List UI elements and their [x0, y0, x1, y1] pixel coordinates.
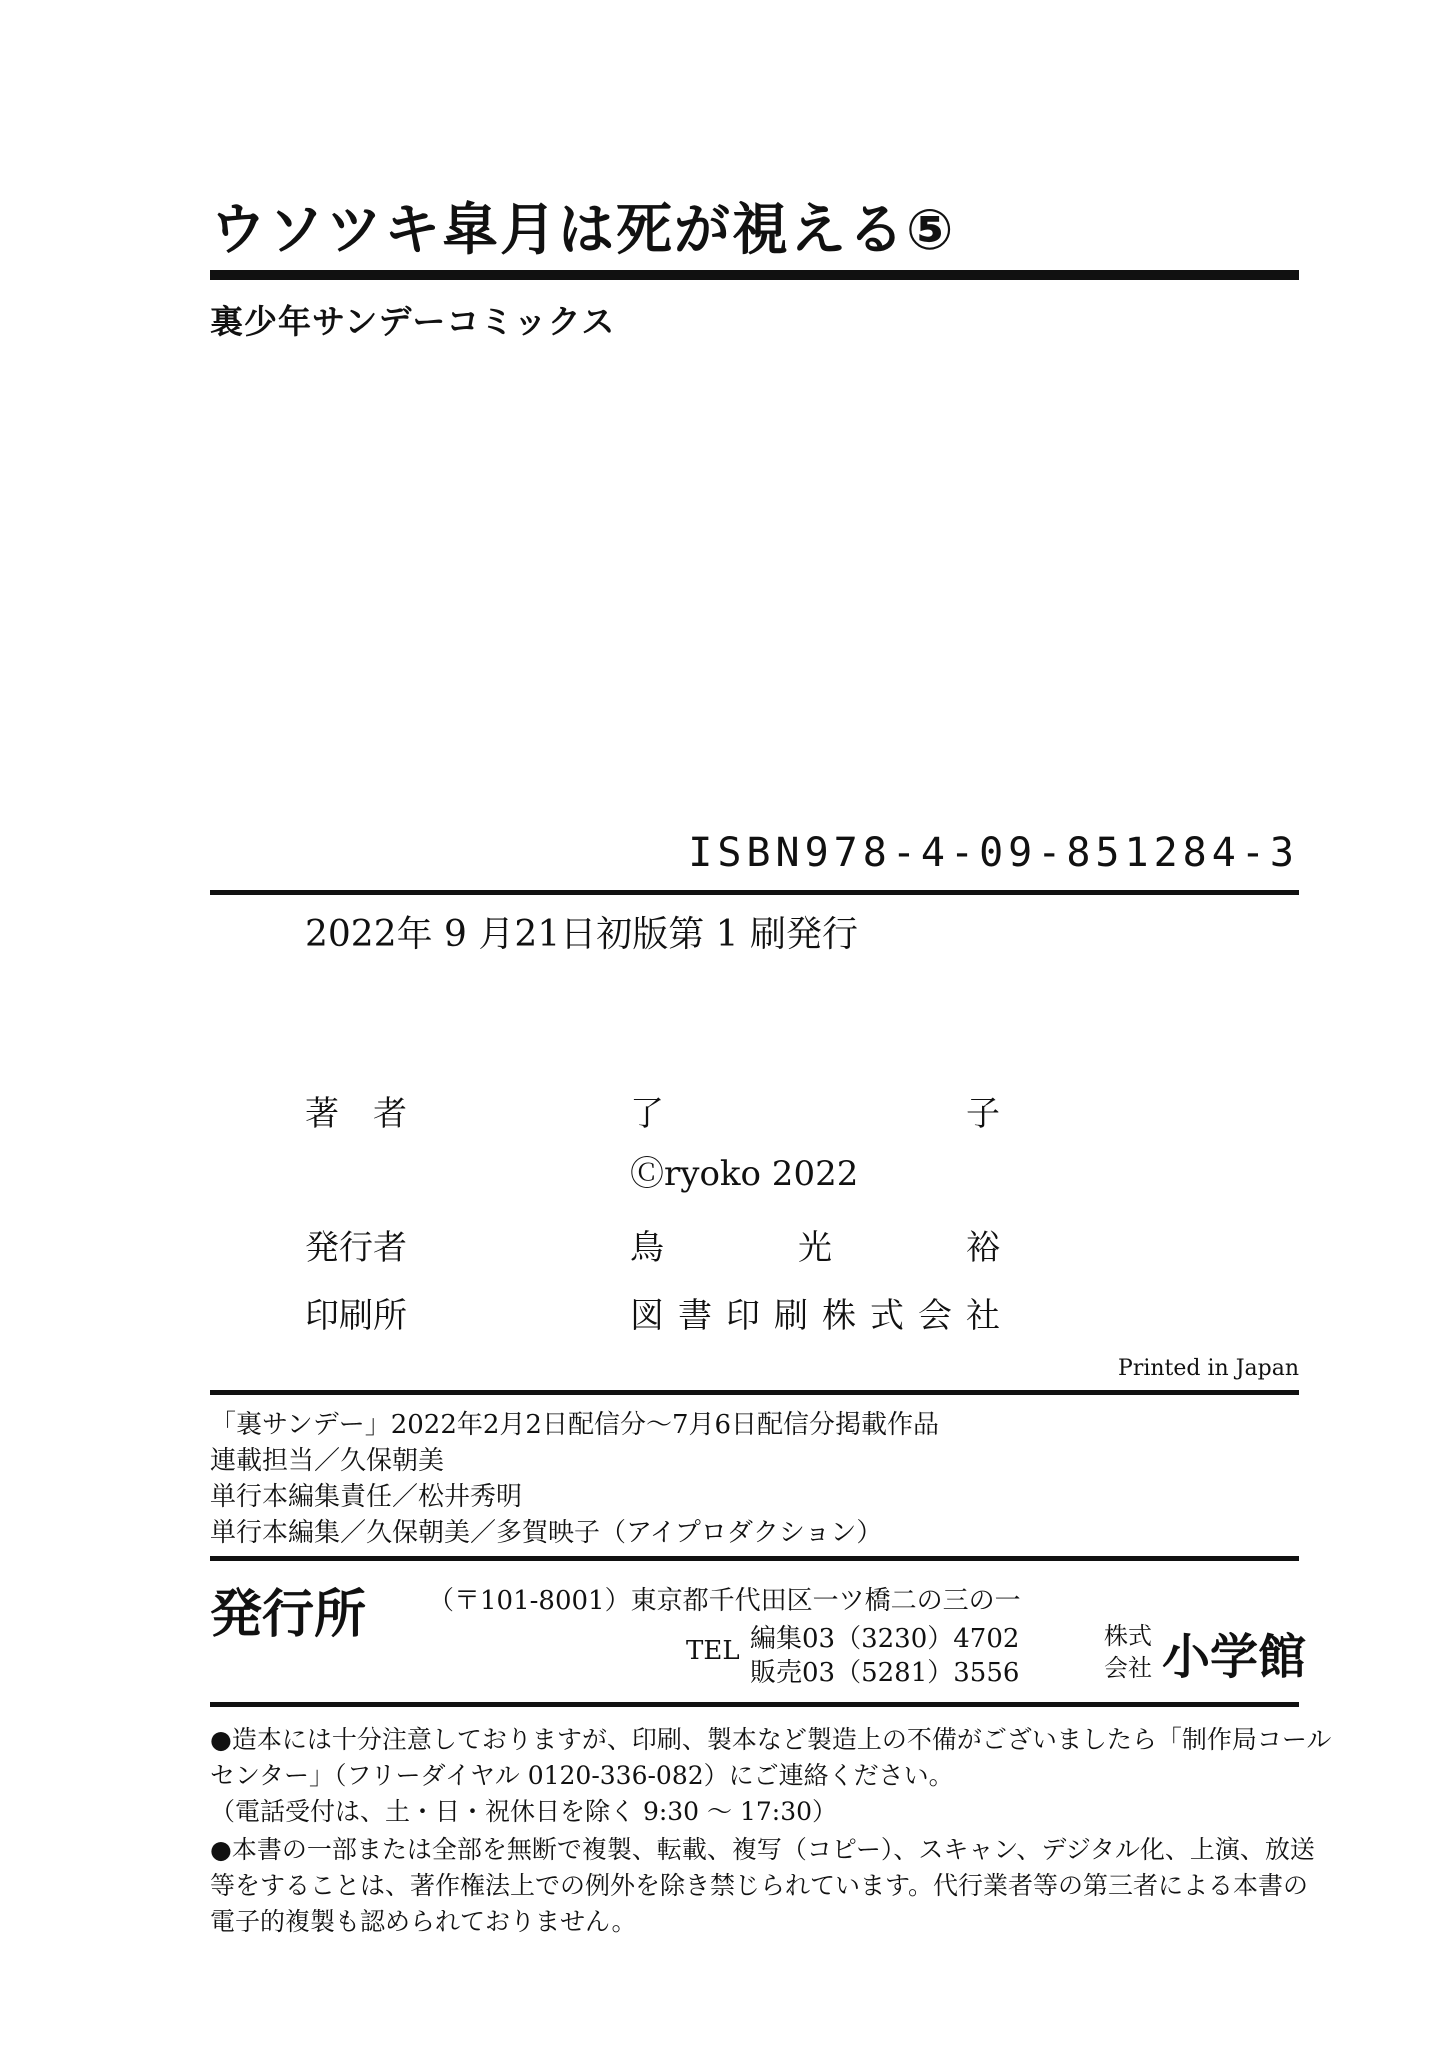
printer-name-char: 図 [630, 1296, 664, 1336]
printer-name-char: 会 [918, 1296, 952, 1336]
printer-name-char: 株 [822, 1296, 856, 1336]
publisher-person-name [630, 1220, 1000, 1269]
history-line: 単行本編集／久保朝美／多賀映子（アイプロダクション） [210, 1518, 883, 1548]
printer-name [630, 1288, 1000, 1337]
publisher-office-label: 発行所 [210, 1585, 367, 1645]
printer-name-char: 書 [678, 1296, 712, 1336]
title-rule [210, 270, 1299, 280]
printer-name-char: 刷 [774, 1296, 808, 1336]
printer-name-char: 式 [870, 1296, 904, 1336]
isbn-rule [210, 890, 1299, 895]
history-line: 「裏サンデー」2022年2月2日配信分～7月6日配信分掲載作品 [210, 1410, 940, 1440]
publisher-rule [210, 1702, 1299, 1707]
notice-line: ●本書の一部または全部を無断で複製、転載、複写（コピー）、スキャン、デジタル化、上演、放送 [210, 1835, 1315, 1864]
tel-label: TEL [686, 1636, 740, 1666]
notice-line: （電話受付は、土・日・祝休日を除く 9:30 ～ 17:30） [210, 1797, 838, 1826]
printed-in-japan: Printed in Japan [1118, 1356, 1299, 1381]
printer-label: 印刷所 [305, 1296, 407, 1336]
publication-date: 2022年 9 月21日初版第 1 刷発行 [305, 914, 859, 955]
tel-sales: 販売03（5281）3556 [750, 1658, 1020, 1688]
tel-edit: 編集03（3230）4702 [750, 1624, 1020, 1654]
author-name-char: 了 [630, 1094, 664, 1134]
company-type-1: 株式 [1104, 1622, 1152, 1650]
history-line: 単行本編集責任／松井秀明 [210, 1482, 523, 1512]
publisher-address: （〒101-8001）東京都千代田区一ツ橋二の三の一 [428, 1586, 1021, 1616]
publisher-name-char: 裕 [966, 1228, 1000, 1268]
publisher-name-char: 光 [798, 1228, 832, 1268]
imprint-label: 裏少年サンデーコミックス [210, 302, 616, 341]
notice-line: 電子的複製も認められておりません。 [210, 1907, 637, 1936]
history-rule [210, 1556, 1299, 1561]
copyright-line: Ⓒryoko 2022 [630, 1154, 859, 1194]
notice-line: ●造本には十分注意しておりますが、印刷、製本など製造上の不備がございましたら「制作局コール [210, 1725, 1332, 1754]
publisher-name: 小学館 [1162, 1629, 1307, 1685]
book-title: ウソツキ皐月は死が視える⑤ [210, 198, 956, 263]
publisher-person-label: 発行者 [305, 1228, 407, 1268]
company-type-2: 会社 [1104, 1654, 1152, 1682]
author-name [630, 1086, 1000, 1135]
credits-rule [210, 1390, 1299, 1395]
printer-name-char: 社 [966, 1296, 1000, 1336]
author-label: 著 者 [305, 1094, 407, 1134]
isbn: ISBN978-4-09-851284-3 [688, 830, 1299, 876]
notice-line: 等をすることは、著作権法上での例外を除き禁じられています。代行業者等の第三者による本書の [210, 1871, 1309, 1900]
author-name-char: 子 [966, 1094, 1000, 1134]
notice-line: センター」（フリーダイヤル 0120-336-082）にご連絡ください。 [210, 1761, 954, 1790]
history-line: 連載担当／久保朝美 [210, 1446, 445, 1476]
printer-name-char: 印 [726, 1296, 760, 1336]
publisher-name-char: 鳥 [630, 1228, 664, 1268]
